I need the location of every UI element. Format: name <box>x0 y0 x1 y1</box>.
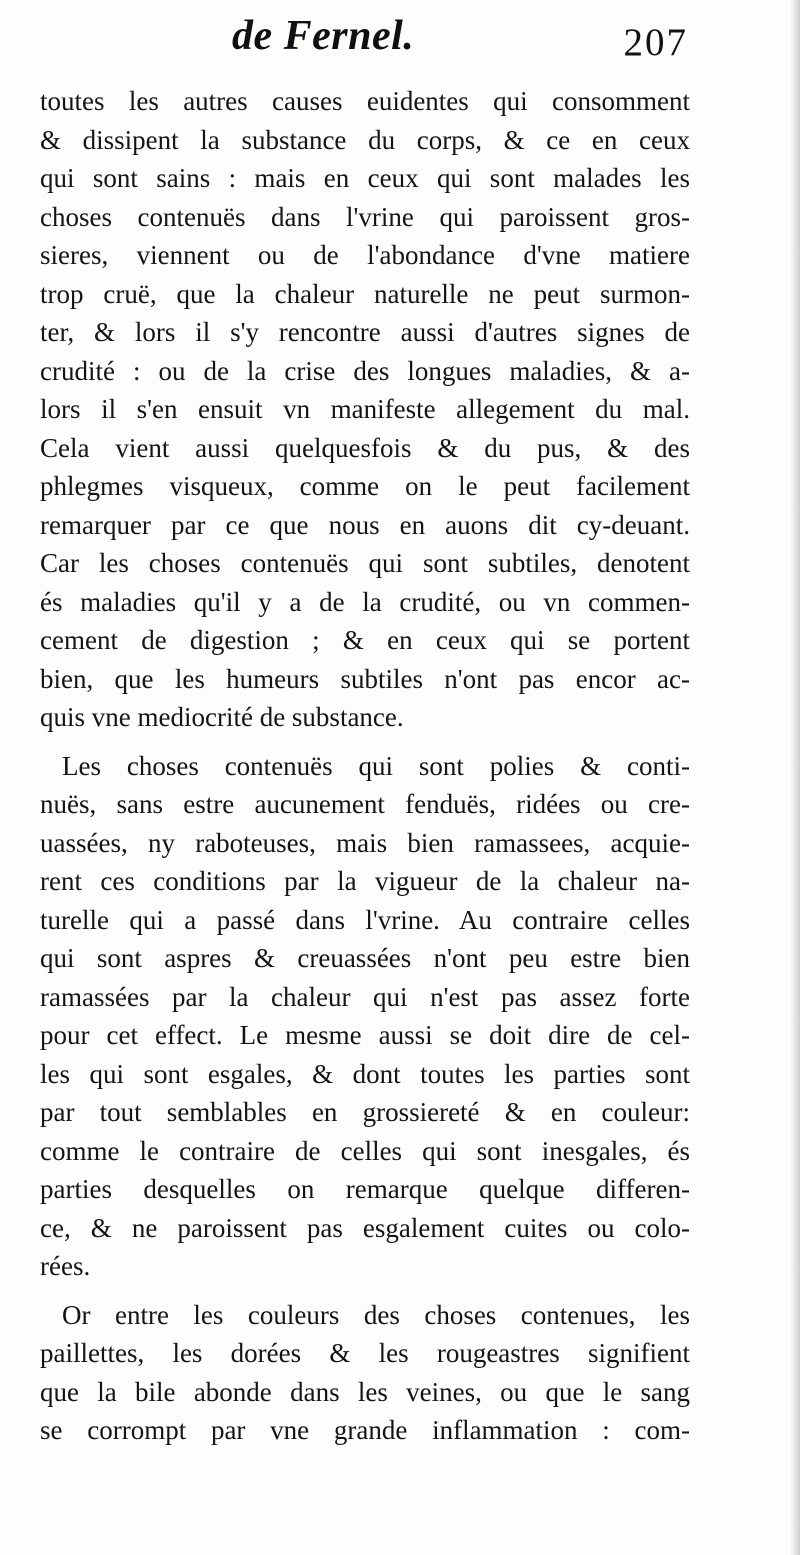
text-line: trop cruë, que la chaleur naturelle ne peut surmon- <box>40 278 690 309</box>
text-line: nuës, sans estre aucunement fenduës, ridées ou cre- <box>40 789 690 819</box>
text-line: se corrompt par vne grande inflammation : com- <box>40 1415 690 1445</box>
text-line: Or entre les couleurs des choses contenues, les <box>62 1299 690 1330</box>
page-edge-shadow <box>790 0 800 1555</box>
running-title: de Fernel. <box>232 13 415 59</box>
page-number: 207 <box>623 21 688 64</box>
text-line: ter, & lors il s'y rencontre aussi d'autres signes de <box>40 317 690 347</box>
text-line: ramassées par la chaleur qui n'est pas assez forte <box>40 981 690 1012</box>
paragraph-3 <box>40 1296 690 1450</box>
text-line: crudité : ou de la crise des longues maladies, & a- <box>40 355 690 386</box>
text-line: paillettes, les dorées & les rougeastres signifient <box>40 1338 690 1368</box>
text-line: és maladies qu'il y a de la crudité, ou vn commen- <box>40 586 690 617</box>
text-line: quis vne mediocrité de substance. <box>40 702 404 732</box>
text-line: rent ces conditions par la vigueur de la chaleur na- <box>40 866 690 896</box>
text-line: phlegmes visqueux, comme on le peut facilement <box>40 471 690 501</box>
paragraph-1 <box>40 82 690 737</box>
text-line: sieres, viennent ou de l'abondance d'vne matiere <box>40 240 690 270</box>
text-line: qui sont sains : mais en ceux qui sont malades les <box>40 163 690 193</box>
text-line: les qui sont esgales, & dont toutes les parties sont <box>40 1058 690 1089</box>
text-line: Les choses contenuës qui sont polies & conti- <box>62 750 690 781</box>
text-line: toutes les autres causes euidentes qui consomment <box>40 86 690 116</box>
text-line: qui sont aspres & creuassées n'ont peu estre bien <box>40 943 690 973</box>
text-line: comme le contraire de celles qui sont inesgales, és <box>40 1135 690 1166</box>
text-line: bien, que les humeurs subtiles n'ont pas encor ac- <box>40 663 690 694</box>
text-line: rées. <box>40 1251 91 1281</box>
text-line: turelle qui a passé dans l'vrine. Au contraire celles <box>40 904 690 935</box>
text-line: lors il s'en ensuit vn manifeste allegement du mal. <box>40 394 690 424</box>
text-line: pour cet effect. Le mesme aussi se doit dire de cel- <box>40 1020 690 1050</box>
body-text <box>40 82 690 1450</box>
text-line: remarquer par ce que nous en auons dit cy-deuant. <box>40 509 690 540</box>
text-line: que la bile abonde dans les veines, ou que le sang <box>40 1376 690 1407</box>
text-line: cement de digestion ; & en ceux qui se portent <box>40 625 690 655</box>
page-header <box>0 12 800 74</box>
text-line: Cela vient aussi quelquesfois & du pus, & des <box>40 432 690 463</box>
text-line: ce, & ne paroissent pas esgalement cuites ou colo- <box>40 1212 690 1243</box>
text-line: & dissipent la substance du corps, & ce en ceux <box>40 124 690 155</box>
text-line: parties desquelles on remarque quelque differen- <box>40 1174 690 1204</box>
text-line: par tout semblables en grossiereté & en couleur: <box>40 1097 690 1127</box>
paragraph-2 <box>40 747 690 1286</box>
text-line: Car les choses contenuës qui sont subtiles, denotent <box>40 548 690 578</box>
text-line: choses contenuës dans l'vrine qui paroissent gros- <box>40 201 690 232</box>
text-line: uassées, ny raboteuses, mais bien ramassees, acquie- <box>40 827 690 858</box>
